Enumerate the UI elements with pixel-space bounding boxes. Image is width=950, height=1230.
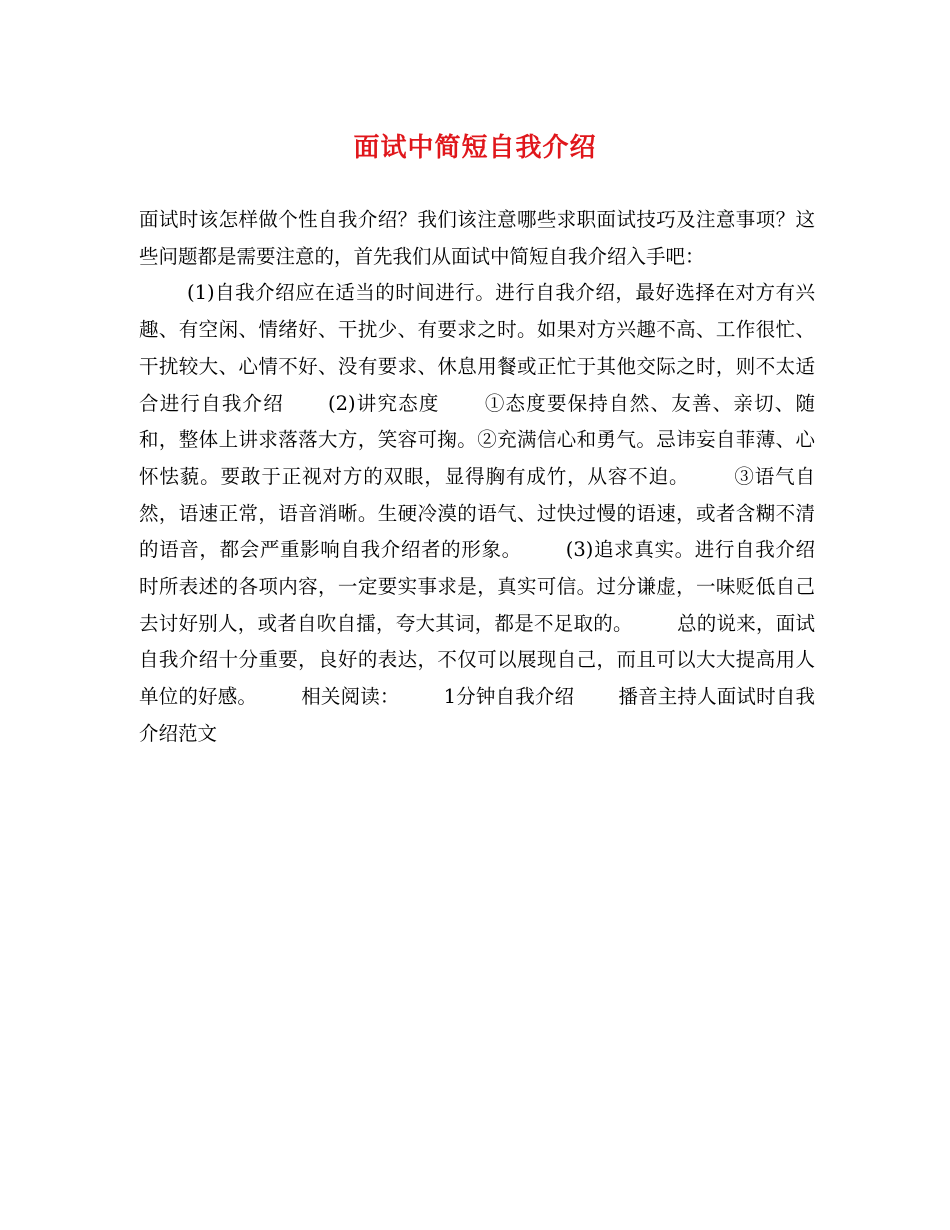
point-2-heading: (2)讲究态度 xyxy=(327,391,440,415)
related-link-1[interactable]: 1分钟自我介绍 xyxy=(443,685,575,709)
point-1-text: (1)自我介绍应在适当的时间进行。进行自我介绍，最好选择在对方有兴趣、有空闲、情绪好、干扰少、有要求之时。如果对方兴趣不高、工作很忙、干扰较大、心情不好、没有要求、休息用餐或正忙于其他交际之时，则不太适合进行自我介绍 xyxy=(139,281,815,415)
document-title: 面试中简短自我介绍 xyxy=(353,133,597,163)
document-body xyxy=(139,202,815,753)
point-2a-text: ①态度要保持自然、友善、亲切、随和，整体上讲求落落大方，笑容可掬。②充满信心和勇气。忌讳妄自菲薄、心怀怯藐。要敢于正视对方的双眼，显得胸有成竹，从容不迫。 xyxy=(139,391,815,488)
intro-paragraph xyxy=(139,202,815,275)
intro-text: 面试时该怎样做个性自我介绍？我们该注意哪些求职面试技巧及注意事项？这些问题都是需要注意的，首先我们从面试中简短自我介绍入手吧： xyxy=(139,208,815,268)
related-link-2[interactable]: 播音主持人面试时自我介绍范文 xyxy=(139,685,815,745)
related-reading-label: 相关阅读： xyxy=(301,685,400,709)
summary-text: 总的说来，面试自我介绍十分重要，良好的表达，不仅可以展现自己，而且可以大大提高用人单位的好感。 xyxy=(139,611,815,709)
point-3-text: (3)追求真实。进行自我介绍时所表述的各项内容，一定要实事求是，真实可信。过分谦虚，一味贬低自己去讨好别人，或者自吹自擂，夸大其词，都是不足取的。 xyxy=(139,538,815,635)
main-paragraph xyxy=(139,275,815,752)
point-2b-text: ③语气自然，语速正常，语音消晰。生硬冷漠的语气、过快过慢的语速，或者含糊不清的语音，都会严重影响自我介绍者的形象。 xyxy=(139,464,815,562)
